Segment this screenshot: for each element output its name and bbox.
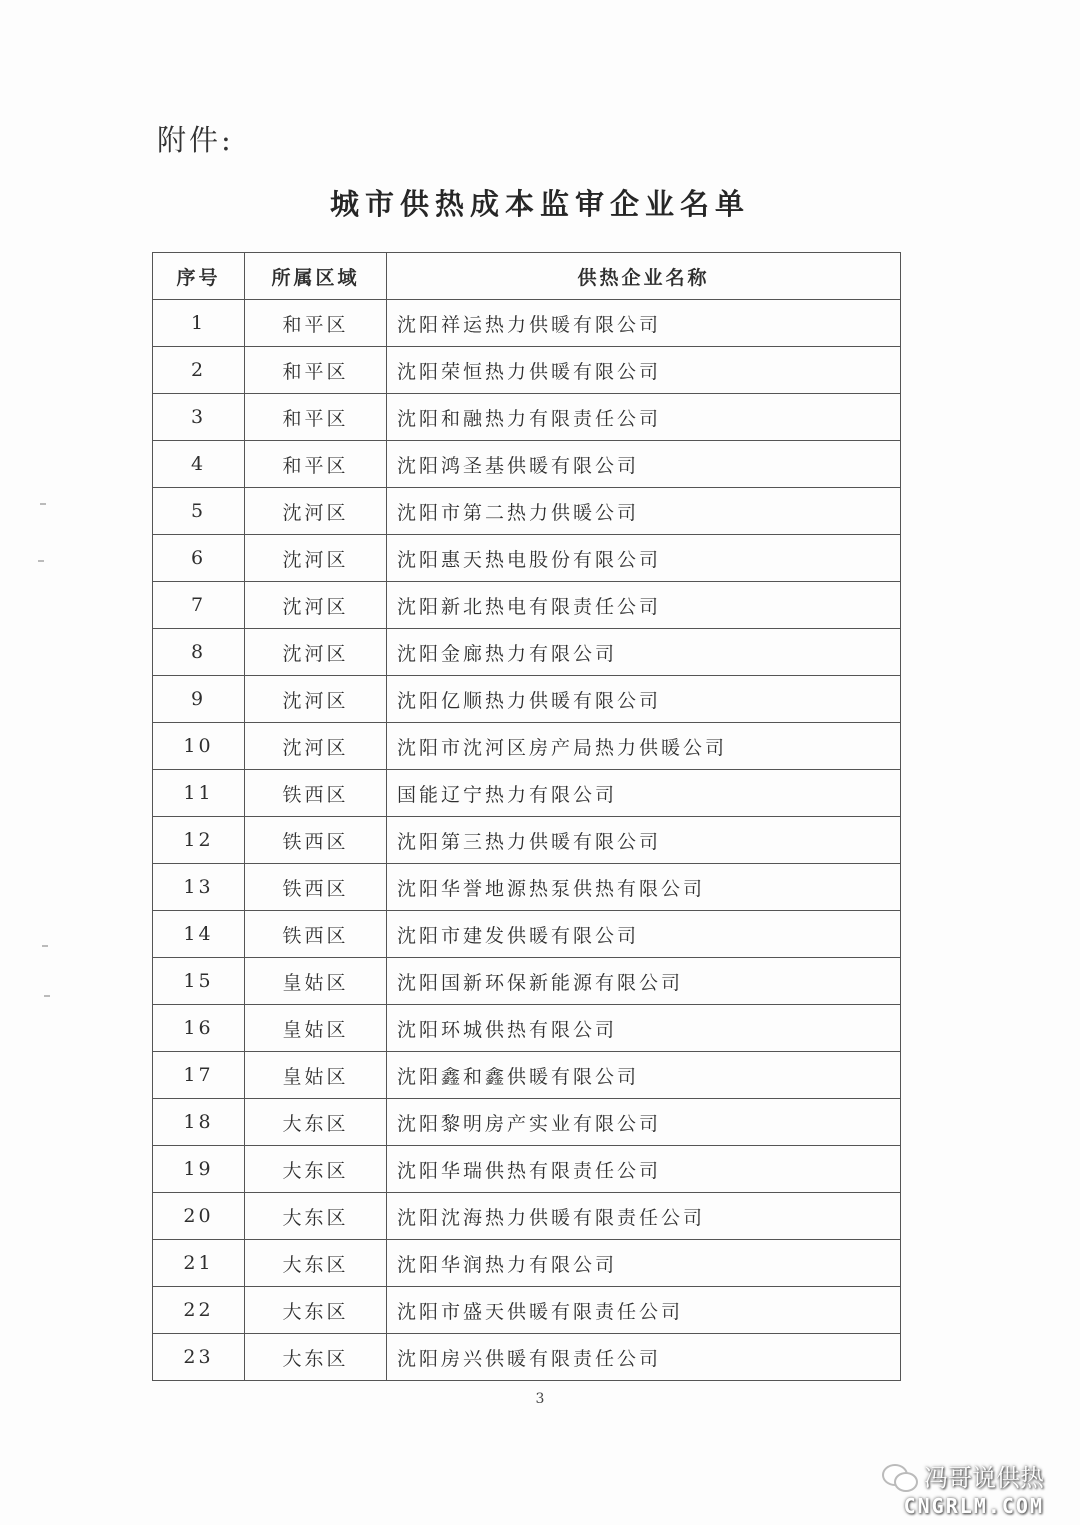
- row-company-name: 沈阳国新环保新能源有限公司: [387, 958, 901, 1005]
- row-district: 皇姑区: [245, 958, 387, 1005]
- row-serial-number: 18: [153, 1099, 245, 1146]
- table-row: [153, 488, 901, 535]
- row-serial-number: 21: [153, 1240, 245, 1287]
- row-district: 沈河区: [245, 676, 387, 723]
- table-row: [153, 958, 901, 1005]
- table-row: [153, 1334, 901, 1381]
- header-district: 所属区域: [245, 253, 387, 300]
- row-company-name: 沈阳荣恒热力供暖有限公司: [387, 347, 901, 394]
- attachment-label: 附件:: [157, 123, 234, 157]
- row-serial-number: 12: [153, 817, 245, 864]
- row-company-name: 国能辽宁热力有限公司: [387, 770, 901, 817]
- table-row: [153, 1287, 901, 1334]
- table-row: [153, 864, 901, 911]
- row-serial-number: 7: [153, 582, 245, 629]
- row-company-name: 沈阳市沈河区房产局热力供暖公司: [387, 723, 901, 770]
- row-district: 和平区: [245, 441, 387, 488]
- row-company-name: 沈阳祥运热力供暖有限公司: [387, 300, 901, 347]
- row-serial-number: 22: [153, 1287, 245, 1334]
- table-row: [153, 582, 901, 629]
- watermark: [882, 1458, 1044, 1493]
- table-row: [153, 300, 901, 347]
- enterprise-table: [152, 252, 901, 1381]
- row-serial-number: 3: [153, 394, 245, 441]
- page-number: 3: [535, 1391, 545, 1407]
- row-company-name: 沈阳亿顺热力供暖有限公司: [387, 676, 901, 723]
- row-district: 大东区: [245, 1099, 387, 1146]
- row-district: 沈河区: [245, 629, 387, 676]
- table-row: [153, 1052, 901, 1099]
- row-district: 大东区: [245, 1146, 387, 1193]
- row-district: 沈河区: [245, 582, 387, 629]
- row-company-name: 沈阳惠天热电股份有限公司: [387, 535, 901, 582]
- row-serial-number: 4: [153, 441, 245, 488]
- scan-speck: [42, 945, 48, 947]
- row-company-name: 沈阳市第二热力供暖公司: [387, 488, 901, 535]
- scan-speck: [38, 560, 44, 562]
- row-district: 铁西区: [245, 770, 387, 817]
- table-row: [153, 535, 901, 582]
- row-company-name: 沈阳鑫和鑫供暖有限公司: [387, 1052, 901, 1099]
- table-row: [153, 1193, 901, 1240]
- row-company-name: 沈阳第三热力供暖有限公司: [387, 817, 901, 864]
- row-serial-number: 11: [153, 770, 245, 817]
- row-district: 和平区: [245, 394, 387, 441]
- row-serial-number: 2: [153, 347, 245, 394]
- row-serial-number: 6: [153, 535, 245, 582]
- row-district: 沈河区: [245, 723, 387, 770]
- row-company-name: 沈阳环城供热有限公司: [387, 1005, 901, 1052]
- table-row: [153, 676, 901, 723]
- row-company-name: 沈阳市盛天供暖有限责任公司: [387, 1287, 901, 1334]
- wechat-icon: [882, 1462, 916, 1490]
- row-serial-number: 20: [153, 1193, 245, 1240]
- row-district: 铁西区: [245, 864, 387, 911]
- row-serial-number: 13: [153, 864, 245, 911]
- row-company-name: 沈阳鸿圣基供暖有限公司: [387, 441, 901, 488]
- row-serial-number: 9: [153, 676, 245, 723]
- table-row: [153, 723, 901, 770]
- row-district: 皇姑区: [245, 1005, 387, 1052]
- scan-speck: [40, 503, 46, 505]
- row-serial-number: 1: [153, 300, 245, 347]
- scan-speck: [44, 995, 50, 997]
- row-company-name: 沈阳华润热力有限公司: [387, 1240, 901, 1287]
- row-company-name: 沈阳市建发供暖有限公司: [387, 911, 901, 958]
- table-row: [153, 394, 901, 441]
- row-district: 沈河区: [245, 488, 387, 535]
- row-company-name: 沈阳房兴供暖有限责任公司: [387, 1334, 901, 1381]
- row-company-name: 沈阳黎明房产实业有限公司: [387, 1099, 901, 1146]
- row-district: 大东区: [245, 1334, 387, 1381]
- row-district: 铁西区: [245, 911, 387, 958]
- row-company-name: 沈阳沈海热力供暖有限责任公司: [387, 1193, 901, 1240]
- watermark-account: 冯哥说供热: [924, 1464, 1044, 1492]
- row-serial-number: 19: [153, 1146, 245, 1193]
- row-serial-number: 23: [153, 1334, 245, 1381]
- row-district: 大东区: [245, 1287, 387, 1334]
- row-district: 皇姑区: [245, 1052, 387, 1099]
- header-serial-number: 序号: [153, 253, 245, 300]
- table-row: [153, 1099, 901, 1146]
- watermark-site: CNGRLM.COM: [903, 1494, 1044, 1518]
- row-company-name: 沈阳华瑞供热有限责任公司: [387, 1146, 901, 1193]
- row-serial-number: 8: [153, 629, 245, 676]
- row-serial-number: 15: [153, 958, 245, 1005]
- table-body: [153, 300, 901, 1381]
- row-serial-number: 14: [153, 911, 245, 958]
- table-row: [153, 347, 901, 394]
- row-district: 沈河区: [245, 535, 387, 582]
- table-row: [153, 1146, 901, 1193]
- header-company-name: 供热企业名称: [387, 253, 901, 300]
- row-company-name: 沈阳和融热力有限责任公司: [387, 394, 901, 441]
- row-company-name: 沈阳华誉地源热泵供热有限公司: [387, 864, 901, 911]
- row-district: 铁西区: [245, 817, 387, 864]
- row-serial-number: 5: [153, 488, 245, 535]
- row-company-name: 沈阳新北热电有限责任公司: [387, 582, 901, 629]
- table-row: [153, 1240, 901, 1287]
- table-header-row: [153, 253, 901, 300]
- row-serial-number: 17: [153, 1052, 245, 1099]
- row-company-name: 沈阳金廊热力有限公司: [387, 629, 901, 676]
- row-district: 和平区: [245, 347, 387, 394]
- row-district: 大东区: [245, 1240, 387, 1287]
- table-row: [153, 770, 901, 817]
- row-district: 大东区: [245, 1193, 387, 1240]
- table-row: [153, 441, 901, 488]
- table-row: [153, 911, 901, 958]
- table-row: [153, 817, 901, 864]
- row-district: 和平区: [245, 300, 387, 347]
- document-title: 城市供热成本监审企业名单: [329, 187, 750, 221]
- table-row: [153, 1005, 901, 1052]
- row-serial-number: 10: [153, 723, 245, 770]
- enterprise-table-wrapper: [152, 252, 900, 1381]
- row-serial-number: 16: [153, 1005, 245, 1052]
- table-row: [153, 629, 901, 676]
